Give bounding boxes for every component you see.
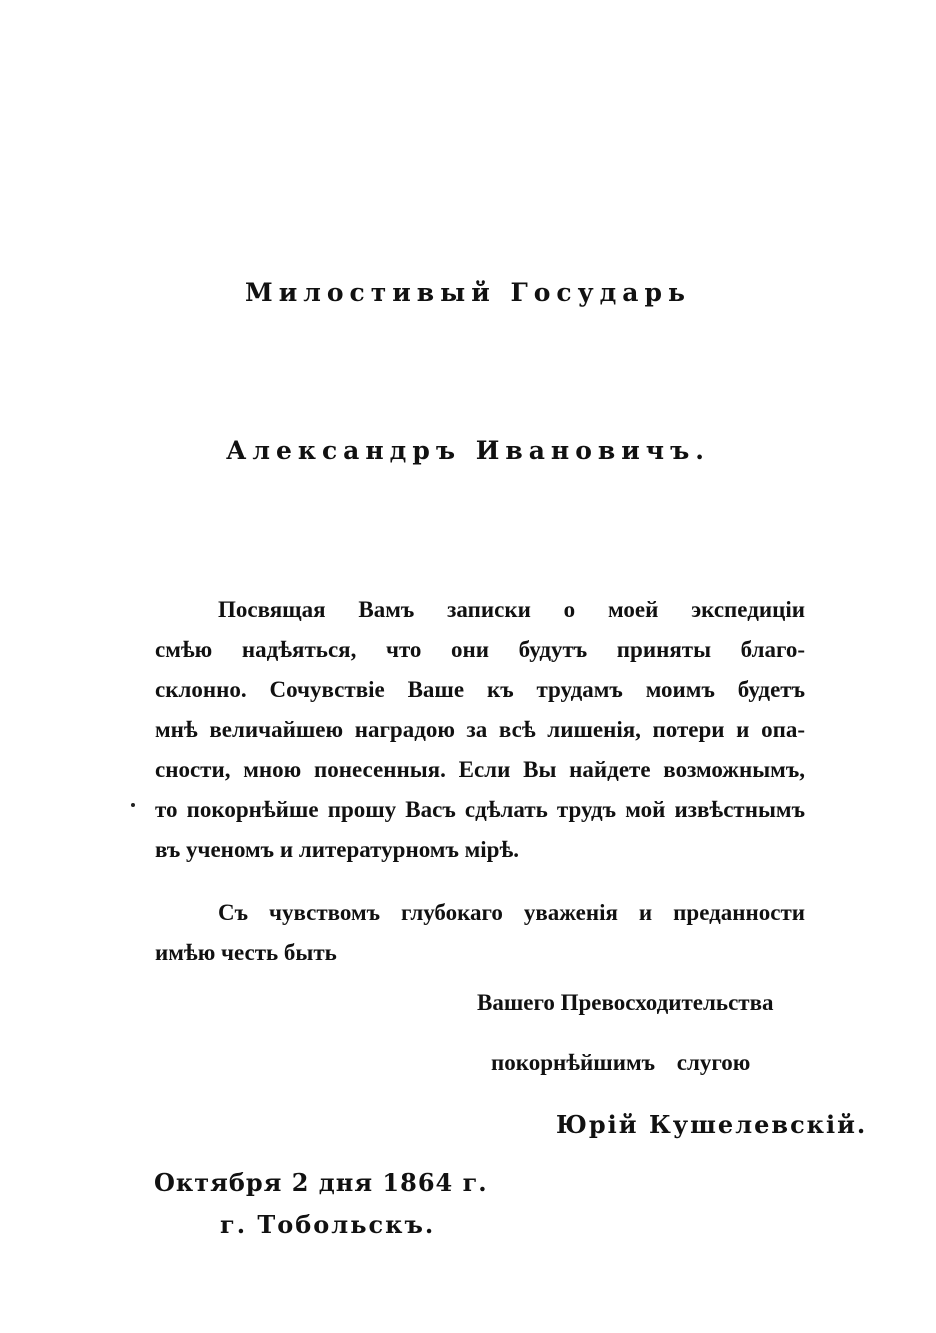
paragraph-line: мнѣ величайшею наградою за всѣ лишенія, потери и опа- [155,717,805,742]
closing-servant: покорнѣйшимъ слугою [491,1050,751,1075]
paragraph-line: Посвящая Вамъ записки о моей экспедиціи [218,597,805,622]
respect-paragraph [155,893,805,973]
paragraph-line: то покорнѣйше прошу Васъ сдѣлать трудъ мой извѣстнымъ [155,797,805,822]
salutation-name: Александръ Ивановичъ. [226,436,710,465]
signature-name: Юрій Кушелевскій. [556,1110,868,1139]
paragraph-line: сности, мною понесенныя. Если Вы найдете возможнымъ, [155,757,805,782]
ink-dot-mark [131,803,135,807]
place-line: г. Тобольскъ. [220,1210,436,1239]
paragraph-line: смѣю надѣяться, что они будутъ приняты благо- [155,637,805,662]
closing-title: Вашего Превосходительства [477,990,774,1015]
paragraph-line: склонно. Сочувствіе Ваше къ трудамъ моимъ будетъ [155,677,805,702]
dedication-paragraph [155,590,805,870]
date-line: Октября 2 дня 1864 г. [154,1168,488,1197]
paragraph-line: имѣю честь быть [155,940,337,965]
paragraph-line: Съ чувствомъ глубокаго уваженія и преданности [218,900,805,925]
salutation-title: Милостивый Государь [245,278,691,307]
paragraph-line: въ ученомъ и литературномъ мірѣ. [155,837,520,862]
